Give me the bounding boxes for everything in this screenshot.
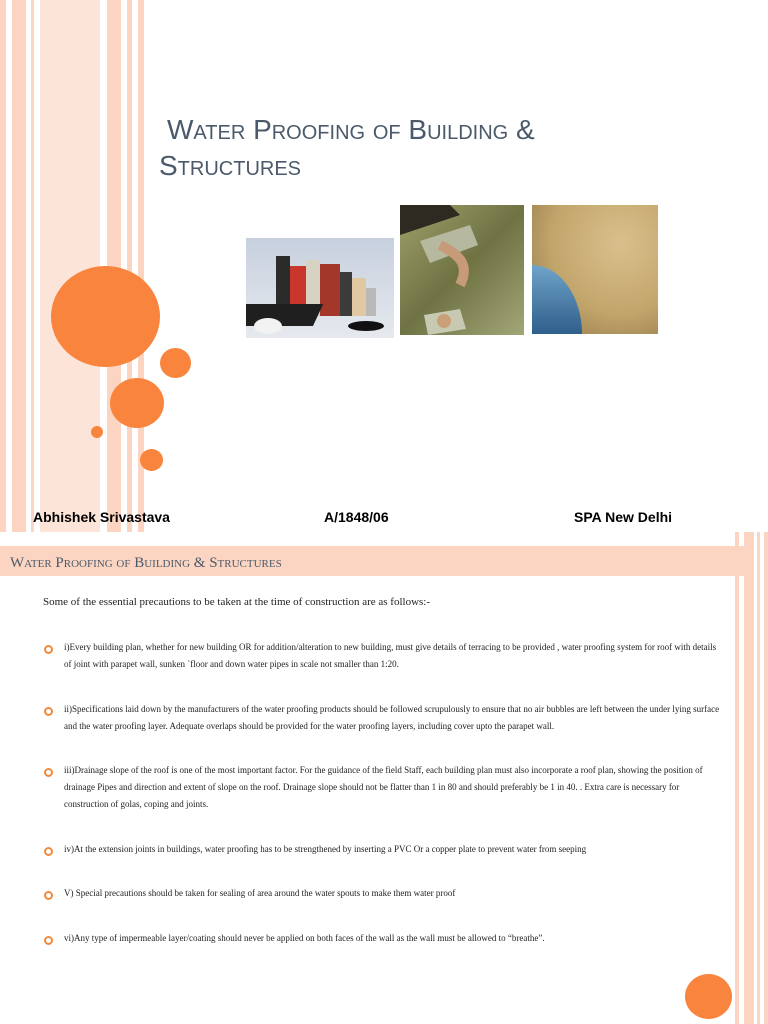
bullet-icon — [44, 707, 53, 716]
bullet-icon — [44, 847, 53, 856]
decorative-circle — [91, 426, 103, 438]
decorative-stripe — [0, 0, 6, 532]
slide-title — [159, 112, 719, 184]
bullet-text: i)Every building plan, whether for new building OR for addition/alteration to new building, must give details of terracing to be provided , water proofing system for roof with details of joint with parapet wall, sunken `floor and down water pipes in scale not smaller than 1:20. — [64, 642, 717, 669]
title-line-2: Structures — [159, 150, 302, 181]
bullet-icon — [44, 645, 53, 654]
bullet-text: ii)Specifications laid down by the manufacturers of the water proofing products should be followed scrupulously to ensure that no air bubbles are left between the under lying surface and the water proofing layer. Adequate overlaps should be provided for the water proofing layers, including cover upto the parapet wall. — [64, 704, 720, 731]
title-line-1: Water Proofing of Building & — [167, 114, 535, 145]
bullet-icon — [44, 768, 53, 777]
author-name: Abhishek Srivastava — [33, 509, 170, 525]
roll-number: A/1848/06 — [324, 509, 389, 525]
plastering-wall-photo — [400, 205, 524, 335]
waterproofing-products-photo — [246, 238, 394, 338]
curved-roof-photo — [532, 205, 658, 334]
decorative-circle — [110, 378, 164, 428]
bullet-text: vi)Any type of impermeable layer/coating should never be applied on both faces of the wall as the wall must be allowed to “breathe”. — [64, 933, 545, 943]
intro-text: Some of the essential precautions to be taken at the time of construction are as follows:- — [43, 596, 431, 608]
bullet-text: iii)Drainage slope of the roof is one of the most important factor. For the guidance of the field Staff, each building plan must also incorporate a roof plan, showing the position of drainage Pipes and direction and extent of slope on the roof. Drainage slope should not be flatter than 1 in 80 and should preferably be 1 in 40. . Extra care is necessary for construction of golas, coping and joints. — [64, 765, 703, 809]
decorative-circle — [160, 348, 191, 378]
decorative-stripe — [735, 532, 739, 1024]
plastering-illustration — [400, 205, 524, 335]
decorative-stripe — [757, 532, 760, 1024]
slide-title: Water Proofing of Building & Structures — [10, 555, 282, 571]
bullet-text: V) Special precautions should be taken for sealing of area around the water spouts to make them water proof — [64, 888, 456, 898]
decorative-stripe — [127, 0, 132, 532]
decorative-stripe — [12, 0, 26, 532]
bullet-icon — [44, 936, 53, 945]
products-illustration — [246, 238, 394, 338]
institution-name: SPA New Delhi — [574, 509, 673, 525]
bullet-text: iv)At the extension joints in buildings, water proofing has to be strengthened by inserting a PVC Or a copper plate to prevent water from seeping — [64, 844, 587, 854]
precautions-slide — [0, 532, 768, 1024]
decorative-circle — [685, 974, 732, 1019]
decorative-circle — [140, 449, 163, 471]
decorative-stripe — [764, 532, 768, 1024]
bullet-icon — [44, 891, 53, 900]
decorative-stripe — [31, 0, 34, 532]
decorative-stripe — [744, 532, 754, 1024]
decorative-stripe — [40, 0, 100, 532]
sky-window — [532, 265, 582, 334]
decorative-circle — [51, 266, 160, 367]
